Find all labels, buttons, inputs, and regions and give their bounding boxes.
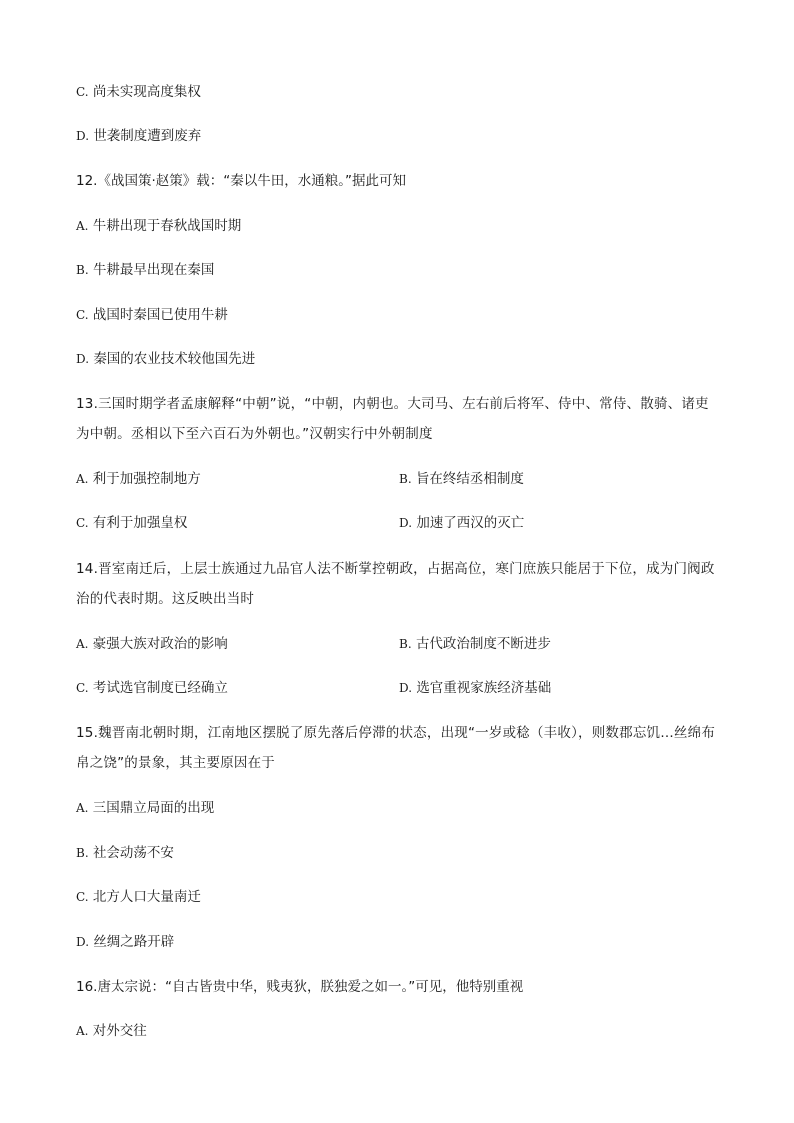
option-letter: D. (399, 681, 413, 695)
option-letter: C. (76, 85, 89, 99)
option-letter: A. (76, 801, 89, 815)
option-letter: A. (76, 472, 89, 486)
q14-option-a (76, 634, 228, 654)
option-letter: A. (76, 1024, 89, 1038)
option-text: 北方人口大量南迁 (92, 889, 201, 905)
q16-stem (76, 977, 523, 997)
option-text: 牛耕最早出现在秦国 (92, 262, 215, 278)
option-text: 丝绸之路开辟 (93, 934, 175, 950)
option-letter: B. (76, 846, 89, 860)
option-text: 牛耕出现于春秋战国时期 (92, 218, 242, 234)
option-text: 秦国的农业技术较他国先进 (93, 351, 256, 367)
option-letter: D. (76, 352, 90, 366)
option-text: 有利于加强皇权 (92, 515, 188, 531)
q13-option-d (399, 513, 524, 533)
q15-option-d (76, 932, 174, 952)
option-letter: C. (76, 516, 89, 530)
option-text: 世袭制度遭到废弃 (93, 128, 202, 144)
question-stem: 唐太宗说：“自古皆贵中华，贱夷狄，朕独爱之如一。”可见，他特别重视 (97, 979, 524, 995)
option-letter: C. (76, 681, 89, 695)
question-number: 15. (76, 725, 99, 741)
q13-option-b (399, 469, 524, 489)
option-text: 对外交往 (92, 1023, 147, 1039)
option-letter: B. (399, 472, 412, 486)
q12-option-d (76, 349, 255, 369)
q14-option-c (76, 678, 228, 698)
q13-option-a (76, 469, 201, 489)
q15-option-a (76, 798, 214, 818)
q14-option-d (399, 678, 551, 698)
option-letter: B. (76, 263, 89, 277)
q12-stem (76, 171, 406, 191)
option-letter: A. (76, 637, 89, 651)
option-letter: D. (76, 935, 90, 949)
option-text: 选官重视家族经济基础 (416, 680, 552, 696)
option-text: 考试选官制度已经确立 (92, 680, 228, 696)
q13-stem (76, 389, 718, 449)
question-number: 16. (76, 979, 98, 995)
option-text: 旨在终结丞相制度 (415, 471, 524, 487)
option-text: 社会动荡不安 (92, 845, 174, 861)
option-text: 战国时秦国已使用牛耕 (92, 307, 228, 323)
q15-stem (76, 718, 718, 778)
option-text: 豪强大族对政治的影响 (92, 636, 228, 652)
q14-option-b (399, 634, 551, 654)
option-text: 加速了西汉的灭亡 (416, 515, 525, 531)
q15-option-b (76, 843, 174, 863)
question-stem: 晋室南迁后，上层士族通过九品官人法不断掌控朝政，占据高位，寒门庶族只能居于下位，成为门阀政治的代表时期。这反映出当时 (76, 561, 715, 607)
option-letter: D. (76, 129, 90, 143)
question-stem: 《战国策·赵策》载：“秦以牛田，水通粮。”据此可知 (97, 173, 407, 189)
q13-option-c (76, 513, 187, 533)
option-letter: D. (399, 516, 413, 530)
option-text: 古代政治制度不断进步 (415, 636, 551, 652)
question-number: 12. (76, 173, 98, 189)
option-text: 尚未实现高度集权 (92, 84, 201, 100)
q14-stem (76, 554, 718, 614)
option-text: 三国鼎立局面的出现 (92, 800, 215, 816)
q11-option-d (76, 126, 201, 146)
q15-option-c (76, 887, 201, 907)
question-number: 14. (76, 561, 99, 577)
q16-option-a (76, 1021, 147, 1041)
q12-option-b (76, 260, 214, 280)
q12-option-a (76, 216, 241, 236)
question-number: 13. (76, 396, 99, 412)
q11-option-c (76, 82, 201, 102)
question-stem: 三国时期学者孟康解释“中朝”说，“中朝，内朝也。大司马、左右前后将军、侍中、常侍、散骑、诸吏为中朝。丞相以下至六百石为外朝也。”汉朝实行中外朝制度 (76, 396, 709, 442)
option-letter: C. (76, 308, 89, 322)
q12-option-c (76, 305, 228, 325)
option-letter: C. (76, 890, 89, 904)
option-letter: B. (399, 637, 412, 651)
question-stem: 魏晋南北朝时期，江南地区摆脱了原先落后停滞的状态，出现“一岁或稔（丰收），则数郡忘饥…丝绵布帛之饶”的景象，其主要原因在于 (76, 725, 716, 771)
option-text: 利于加强控制地方 (92, 471, 201, 487)
option-letter: A. (76, 219, 89, 233)
